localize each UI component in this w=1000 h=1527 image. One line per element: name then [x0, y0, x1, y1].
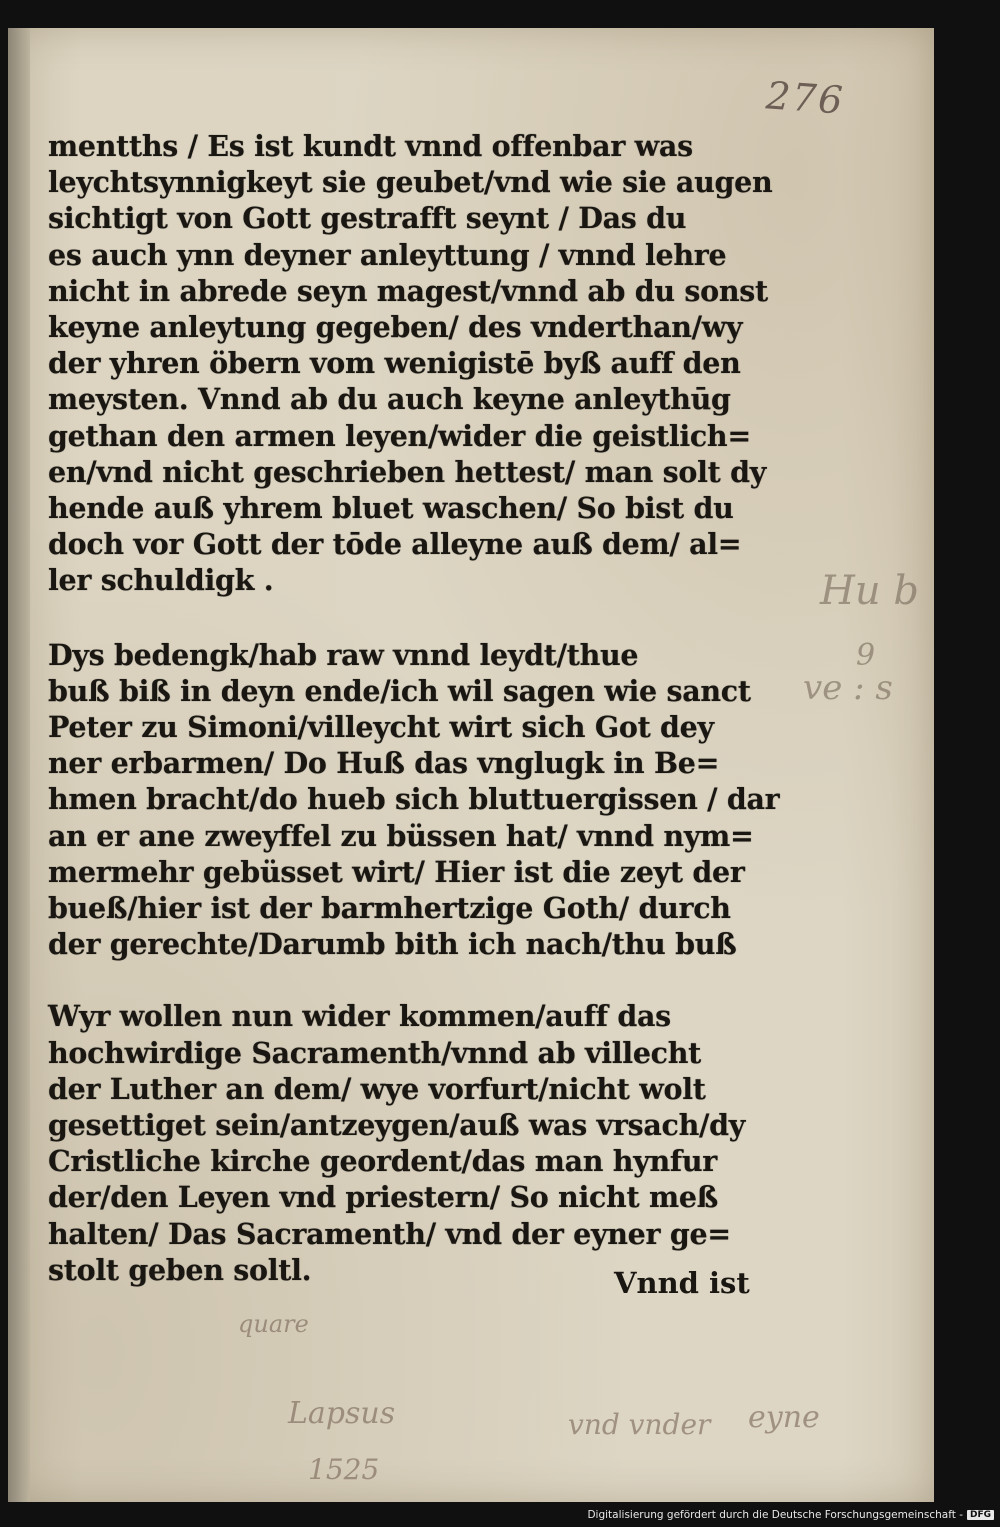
paragraph-1	[48, 128, 773, 599]
text-line: gesettiget sein/antzeygen/auß was vrsach/dy	[48, 1108, 745, 1143]
text-line: der gerechte/Darumb bith ich nach/thu buß	[48, 927, 737, 962]
folio-number: 276	[764, 73, 846, 123]
margin-note: ve : s	[803, 668, 893, 708]
text-line: ner erbarmen/ Do Huß das vnglugk in Be=	[48, 746, 720, 781]
text-line: doch vor Gott der tōde alleyne auß dem/ al=	[48, 527, 742, 562]
text-line: Wyr wollen nun wider kommen/auff das	[48, 999, 671, 1034]
text-line: bueß/hier ist der barmhertzige Goth/ durch	[48, 891, 731, 926]
text-line: ler schuldigk .	[48, 563, 274, 598]
paragraph-2	[48, 637, 780, 963]
text-line: buß biß in deyn ende/ich wil sagen wie sanct	[48, 673, 751, 708]
text-line: keyne anleytung gegeben/ des vnderthan/wy	[48, 310, 743, 345]
text-line: nicht in abrede seyn magest/vnnd ab du sonst	[48, 273, 768, 308]
paragraph-3	[48, 998, 760, 1288]
text-line: Cristliche kirche geordent/das man hynfur	[48, 1144, 718, 1179]
text-line: meysten. Vnnd ab du auch keyne anleythūg	[48, 382, 731, 417]
text-line: halten/ Das Sacramenth/ vnd der eyner ge=	[48, 1216, 731, 1251]
handwritten-note: Lapsus	[288, 1396, 396, 1431]
text-line: der yhren öbern vom wenigistē byß auff den	[48, 346, 741, 381]
book-page	[8, 28, 934, 1502]
text-line: mermehr gebüsset wirt/ Hier ist die zeyt der	[48, 854, 745, 889]
text-line: hmen bracht/do hueb sich bluttuergissen / dar	[48, 782, 780, 817]
text-line: der/den Leyen vnd priestern/ So nicht meß	[48, 1180, 719, 1215]
text-line: mentths / Es ist kundt vnnd offenbar was	[48, 129, 693, 163]
text-line: hende auß yhrem bluet waschen/ So bist du	[48, 491, 734, 526]
text-line: es auch ynn deyner anleyttung / vnnd lehre	[48, 237, 727, 272]
handwritten-note: quare	[238, 1310, 309, 1338]
margin-note: 9	[856, 638, 876, 673]
text-line: gethan den armen leyen/wider die geistlich=	[48, 418, 751, 453]
text-line: der Luther an dem/ wye vorfurt/nicht wolt	[48, 1071, 706, 1106]
credit-text: Digitalisierung gefördert durch die Deutsche Forschungsgemeinschaft -	[587, 1509, 963, 1521]
handwritten-note: vnd vnder	[568, 1408, 711, 1441]
digitization-credit	[587, 1509, 994, 1521]
text-line: Peter zu Simoni/villeycht wirt sich Got dey	[48, 710, 714, 745]
margin-note: Hu b	[820, 568, 919, 614]
text-line: an er ane zweyffel zu büssen hat/ vnnd nym=	[48, 818, 754, 853]
dfg-logo-icon: DFG	[967, 1510, 994, 1520]
text-line: en/vnd nicht geschrieben hettest/ man solt dy	[48, 454, 767, 489]
text-line: stolt geben soltl.	[48, 1252, 312, 1287]
text-line: leychtsynnigkeyt sie geubet/vnd wie sie augen	[48, 165, 773, 200]
catchword: Vnnd ist	[614, 1266, 750, 1300]
handwritten-note: eyne	[748, 1400, 820, 1435]
text-line: hochwirdige Sacramenth/vnnd ab villecht	[48, 1035, 701, 1070]
binding-gutter	[8, 28, 30, 1502]
main-text	[48, 128, 780, 1324]
handwritten-note: 1525	[308, 1453, 380, 1486]
text-line: sichtigt von Gott gestrafft seynt / Das du	[48, 201, 687, 236]
text-line: Dys bedengk/hab raw vnnd leydt/thue	[48, 637, 639, 672]
